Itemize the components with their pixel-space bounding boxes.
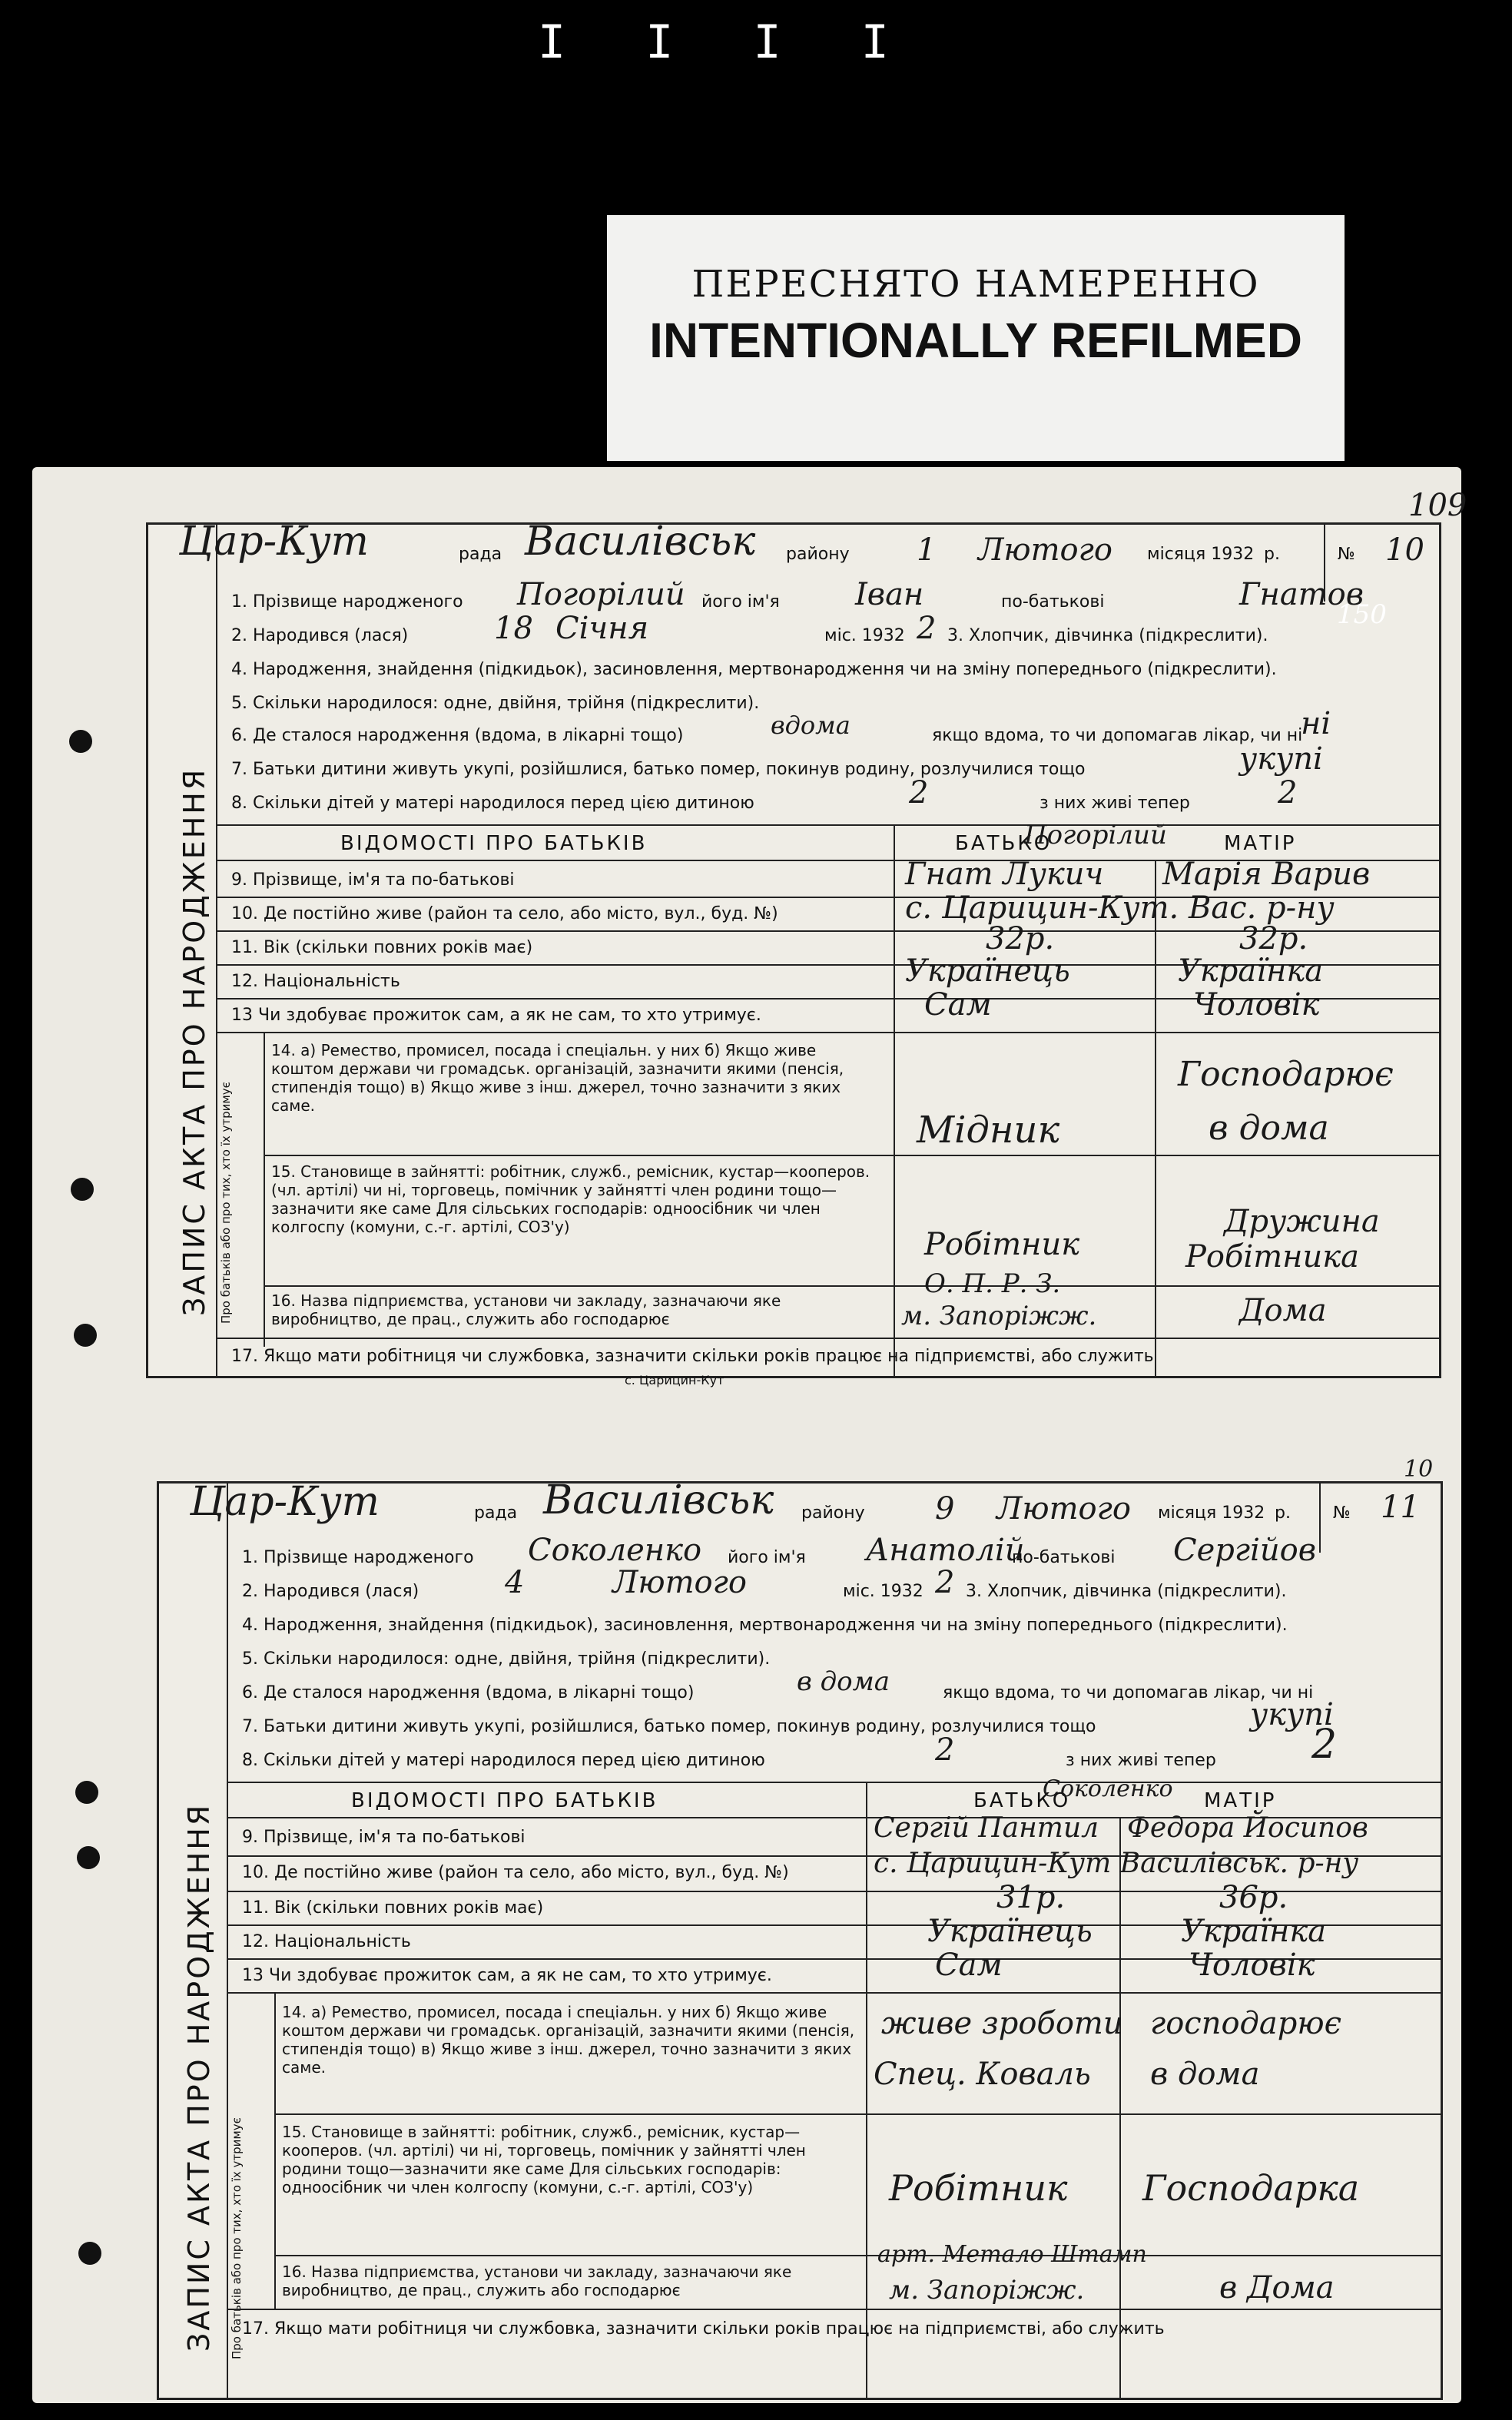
- line-16-label: 16. Назва підприємства, установи чи закладу, зазначаючи яке виробництво, де прац., служить або господарює: [271, 1291, 781, 1328]
- punch-hole: [71, 1178, 94, 1201]
- line-1-label: 1. Прізвище народженого: [242, 1548, 474, 1567]
- children-alive-hw: 2: [1278, 775, 1298, 811]
- rada-hw: Василівськ: [543, 1477, 774, 1523]
- residence-hw: с. Царицин-Кут Василівськ. р-ну: [874, 1848, 1359, 1879]
- line-17-label: 17. Якщо мати робітниця чи службовка, зазначити скільки років працює на підприємстві, або служить: [242, 2319, 1165, 2339]
- line-6-label: 6. Де сталося народження (вдома, в лікарні тощо): [242, 1683, 695, 1702]
- residence-hw: с. Царицин-Кут. Вас. р-ну: [905, 890, 1335, 926]
- place-hw: в дома: [797, 1666, 890, 1697]
- line-7-label: 7. Батьки дитини живуть укупі, розійшлися, батько помер, покинув родину, розлучилися тощо: [242, 1717, 1096, 1736]
- refilm-card: [607, 215, 1345, 461]
- father-work-2-hw: м. Запоріжж.: [901, 1301, 1097, 1331]
- refilm-ua-text: ПЕРЕСНЯТО НАМЕРЕННО: [691, 263, 1260, 306]
- r-label: р.: [1264, 545, 1280, 564]
- mother-name-hw: Марія Варив: [1162, 857, 1371, 892]
- line-4-label: 4. Народження, знайдення (підкидьок), засиновлення, мертвонародження чи на зміну попереднього (підкреслити).: [231, 660, 1277, 679]
- line-17-label: 17. Якщо мати робітниця чи службовка, зазначити скільки років працює на підприємстві, або служить: [231, 1347, 1154, 1366]
- line-8-alive-label: з них живі тепер: [1066, 1751, 1216, 1770]
- surname-hw: Соколенко: [528, 1533, 702, 1568]
- father-status-hw: Робітник: [889, 2167, 1068, 2209]
- line-4-label: 4. Народження, знайдення (підкидьок), засиновлення, мертвонародження чи на зміну попереднього (підкреслити).: [242, 1616, 1288, 1635]
- mother-support-hw: Чоловік: [1189, 1948, 1315, 1983]
- father-header: БАТЬКО: [955, 832, 1053, 855]
- line-8-label: 8. Скільки дітей у матері народилося перед цією дитиною: [231, 794, 754, 813]
- side-label: Про батьків або про тих, хто їх утримує: [230, 2117, 244, 2359]
- line-15-label: 15. Становище в зайнятті: робітник, служб., ремісник, кустар—кооперов. (чл. артілі) чи ні, торговець, помічник у зайнятті член родини тощо—зазначити яке саме Для сільських господарів: одноосібник чи член колгоспу (комуни, с.-г. артілі, СОЗ'у): [271, 1162, 870, 1236]
- reg-day-hw: 9: [935, 1491, 955, 1527]
- mother-work-hw: в Дома: [1219, 2270, 1335, 2306]
- village-hw: Цар-Кут: [190, 1479, 380, 1525]
- corner-number-hw: 109: [1408, 488, 1467, 523]
- father-support-hw: Сам: [935, 1948, 1003, 1983]
- father-name-hw: Гнат Лукич: [905, 857, 1104, 892]
- father-occ-2-hw: Спец. Коваль: [874, 2057, 1091, 2092]
- line-12-label: 12. Національність: [242, 1932, 411, 1951]
- side-label: Про батьків або про тих, хто їх утримує: [219, 1082, 233, 1324]
- line-14-label: 14. а) Ремество, промисел, посада і спеціальн. у них б) Якщо живе коштом держави чи громадськ. організацій, зазначити якими (пенсія, стипендія тощо) в) Якщо живе з інш. джерел, точно зазначити з яких саме.: [271, 1041, 844, 1115]
- line-3-label: 3. Хлопчик, дівчинка (підкреслити).: [947, 626, 1268, 645]
- children-before-hw: 2: [935, 1732, 955, 1768]
- parents-header: ВІДОМОСТІ ПРО БАТЬКІВ: [340, 832, 648, 855]
- line-2-year-label: міс. 1932: [843, 1582, 923, 1601]
- mother-occ-1-hw: Господарює: [1178, 1055, 1394, 1094]
- mother-occ-1-hw: господарює: [1150, 2006, 1341, 2041]
- father-occ-hw: Мідник: [917, 1109, 1060, 1152]
- mother-age-hw: 36р.: [1219, 1880, 1288, 1915]
- reg-day-hw: 1: [917, 532, 937, 568]
- r-label: р.: [1275, 1503, 1291, 1523]
- side-note-150: 150: [1337, 599, 1387, 630]
- raion-label: району: [801, 1503, 865, 1523]
- children-alive-hw: 2: [1311, 1722, 1338, 1768]
- form-title: ЗАПИС АКТА ПРО НАРОДЖЕННЯ: [182, 1802, 216, 2352]
- mother-status-2-hw: Робітника: [1185, 1239, 1359, 1275]
- name-hw: Іван: [855, 577, 924, 612]
- father-name-hw: Сергій Пантил: [874, 1812, 1099, 1844]
- born-day-hw: 4: [505, 1565, 525, 1600]
- line-3-label: 3. Хлопчик, дівчинка (підкреслити).: [966, 1582, 1287, 1601]
- punch-hole: [75, 1781, 98, 1804]
- line-15-label: 15. Становище в зайнятті: робітник, служб., ремісник, кустар—кооперов. (чл. артілі) чи ні, торговець, помічник у зайнятті член родини тощо—зазначити яке саме Для сільських господарів: одноосібник чи член колгоспу (комуни, с.-г. артілі, СОЗ'у): [282, 2123, 806, 2196]
- surname-hw: Погорілий: [517, 577, 685, 612]
- father-support-hw: Сам: [924, 987, 992, 1023]
- line-10-label: 10. Де постійно живе (район та село, або місто, вул., буд. №): [231, 904, 778, 923]
- line-8-label: 8. Скільки дітей у матері народилося перед цією дитиною: [242, 1751, 765, 1770]
- punch-hole: [74, 1324, 97, 1347]
- born-month-hw: Січня: [555, 611, 649, 646]
- father-nat-hw: Українець: [927, 1914, 1093, 1949]
- line-13-label: 13 Чи здобуває прожиток сам, а як не сам, то хто утримує.: [242, 1966, 772, 1985]
- form-title: ЗАПИС АКТА ПРО НАРОДЖЕННЯ: [177, 767, 211, 1316]
- line-1-patr-label: по-батькові: [1012, 1548, 1116, 1567]
- mother-header: МАТІР: [1224, 832, 1297, 855]
- line-1-label: 1. Прізвище народженого: [231, 592, 463, 612]
- father-work-1-hw: О. П. Р. З.: [924, 1268, 1061, 1299]
- father-age-hw: 31р.: [996, 1880, 1066, 1915]
- mother-status-1-hw: Дружина: [1224, 1204, 1380, 1239]
- footnote: с. Царицин-Кут: [625, 1373, 724, 1387]
- reg-month-hw: Лютого: [978, 532, 1112, 568]
- line-1-name-label: його ім'я: [701, 592, 780, 612]
- month-label: місяця 1932: [1147, 545, 1255, 564]
- birth-record-1: [146, 488, 1467, 1387]
- mother-support-hw: Чоловік: [1193, 987, 1320, 1023]
- mother-occ-2-hw: в дома: [1209, 1109, 1329, 1148]
- together-hw: укупі: [1250, 1697, 1334, 1732]
- line-5-label: 5. Скільки народилося: одне, двійня, трійня (підкреслити).: [242, 1649, 771, 1669]
- document-sheet: [32, 467, 1467, 2403]
- line-6-label: 6. Де сталося народження (вдома, в лікарні тощо): [231, 726, 684, 745]
- record-number-hw: 10: [1385, 532, 1424, 568]
- birth-record-2: [157, 1456, 1443, 2400]
- punch-hole: [77, 1846, 100, 1869]
- mother-header: МАТІР: [1204, 1789, 1277, 1812]
- line-1-name-label: його ім'я: [728, 1548, 806, 1567]
- mother-age-hw: 32р.: [1239, 921, 1308, 956]
- name-hw: Анатолій: [866, 1533, 1025, 1568]
- mother-nat-hw: Українка: [1181, 1914, 1327, 1949]
- line-9-label: 9. Прізвище, ім'я та по-батькові: [242, 1828, 526, 1847]
- father-work-2-hw: м. Запоріжж.: [889, 2275, 1085, 2306]
- film-edge-marks: I I I I: [538, 15, 915, 69]
- born-day-hw: 18: [494, 611, 533, 646]
- village-hw: Цар-Кут: [179, 519, 369, 565]
- mother-name-hw: Федора Йосипов: [1127, 1812, 1368, 1844]
- line-11-label: 11. Вік (скільки повних років має): [231, 938, 533, 957]
- reg-month-hw: Лютого: [996, 1491, 1131, 1527]
- line-2-label: 2. Народився (лася): [242, 1582, 419, 1601]
- line-16-label: 16. Назва підприємства, установи чи закладу, зазначаючи яке виробництво, де прац., служить або господарює: [282, 2263, 792, 2299]
- record-number-hw: 11: [1381, 1490, 1420, 1525]
- line-14-label: 14. а) Ремество, промисел, посада і спеціальн. у них б) Якщо живе коштом держави чи громадськ. організацій, зазначити якими (пенсія, стипендія тощо) в) Якщо живе з інш. джерел, точно зазначити з яких саме.: [282, 2003, 855, 2077]
- patronymic-hw: Гнатов: [1239, 577, 1364, 612]
- no-label: №: [1338, 545, 1355, 564]
- father-status-hw: Робітник: [924, 1227, 1080, 1262]
- father-surname-note-hw: Соколенко: [1043, 1775, 1173, 1802]
- children-before-hw: 2: [909, 775, 929, 811]
- father-surname-note-hw: Погорілий: [1024, 820, 1167, 850]
- father-age-hw: 32р.: [986, 921, 1055, 956]
- line-2-year-label: міс. 1932: [824, 626, 905, 645]
- line-1-patr-label: по-батькові: [1001, 592, 1105, 612]
- line-10-label: 10. Де постійно живе (район та село, або місто, вул., буд. №): [242, 1863, 789, 1882]
- place-hw: вдома: [771, 711, 850, 740]
- mother-work-hw: Дома: [1239, 1293, 1327, 1328]
- mother-occ-2-hw: в дома: [1150, 2057, 1260, 2092]
- line-11-label: 11. Вік (скільки повних років має): [242, 1898, 544, 1918]
- rada-label: рада: [474, 1503, 518, 1523]
- doctor-hw: ні: [1301, 706, 1331, 741]
- born-year-hw: 2: [935, 1565, 955, 1600]
- line-6-doctor-label: якщо вдома, то чи допомагав лікар, чи ні: [932, 726, 1303, 745]
- punch-hole: [78, 2242, 101, 2265]
- line-12-label: 12. Національність: [231, 972, 400, 991]
- mother-nat-hw: Українка: [1178, 953, 1324, 989]
- line-7-label: 7. Батьки дитини живуть укупі, розійшлися, батько помер, покинув родину, розлучилися тощо: [231, 760, 1086, 779]
- no-label: №: [1333, 1503, 1351, 1523]
- parents-header: ВІДОМОСТІ ПРО БАТЬКІВ: [351, 1789, 658, 1812]
- line-13-label: 13 Чи здобуває прожиток сам, а як не сам, то хто утримує.: [231, 1006, 761, 1025]
- born-month-hw: Лютого: [612, 1565, 747, 1600]
- line-9-label: 9. Прізвище, ім'я та по-батькові: [231, 870, 515, 890]
- line-5-label: 5. Скільки народилося: одне, двійня, трійня (підкреслити).: [231, 694, 760, 713]
- line-8-alive-label: з них живі тепер: [1040, 794, 1190, 813]
- father-nat-hw: Українець: [905, 953, 1070, 989]
- corner-number-hw: 10: [1404, 1456, 1434, 1483]
- patronymic-hw: Сергійов: [1173, 1533, 1317, 1568]
- father-work-1-hw: арт. Метало Штамп: [877, 2241, 1147, 2268]
- line-2-label: 2. Народився (лася): [231, 626, 409, 645]
- father-occ-1-hw: живе зроботи: [881, 2006, 1123, 2041]
- together-hw: укупі: [1239, 741, 1323, 777]
- raion-label: району: [786, 545, 850, 564]
- rada-hw: Василівськ: [525, 519, 756, 565]
- refilm-en-text: INTENTIONALLY REFILMED: [649, 313, 1302, 368]
- mother-status-hw: Господарка: [1142, 2167, 1360, 2209]
- father-header: БАТЬКО: [973, 1789, 1071, 1812]
- punch-hole: [69, 730, 92, 753]
- born-year-hw: 2: [917, 611, 937, 646]
- month-label: місяця 1932: [1158, 1503, 1265, 1523]
- rada-label: рада: [459, 545, 502, 564]
- line-6-doctor-label: якщо вдома, то чи допомагав лікар, чи ні: [943, 1683, 1314, 1702]
